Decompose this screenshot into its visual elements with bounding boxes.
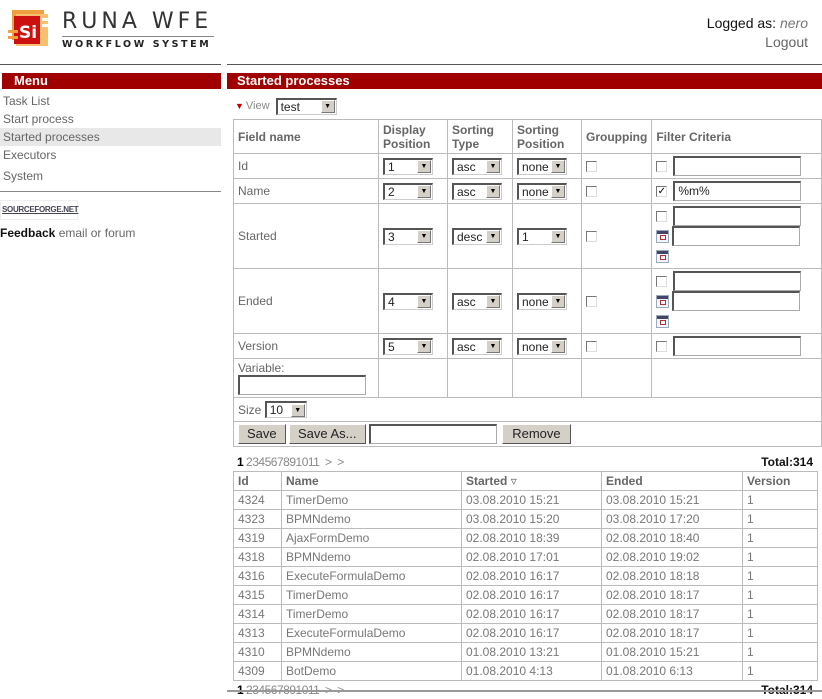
save-as-button[interactable]: Save As...: [289, 424, 366, 444]
settings-row-variable: [234, 359, 822, 398]
logout-link[interactable]: Logout: [765, 34, 808, 50]
save-button[interactable]: Save: [238, 424, 286, 444]
date-from-input[interactable]: [672, 226, 800, 246]
page-link[interactable]: 8: [283, 455, 290, 469]
sidebar-item-task-list[interactable]: Task List: [3, 94, 50, 108]
table-row[interactable]: 4310 BPMNdemo 01.08.2010 13:21 01.08.2010 15:21 1: [234, 643, 818, 662]
col-id[interactable]: Id: [234, 472, 282, 491]
sorting-type-select[interactable]: asc ▼: [452, 338, 502, 355]
calendar-icon[interactable]: [656, 315, 669, 328]
sorting-type-select[interactable]: desc ▼: [452, 228, 502, 245]
user-box: [707, 14, 808, 52]
pagination: [237, 455, 344, 469]
col-sorting-type: Sorting Type: [448, 120, 513, 154]
groupping-checkbox[interactable]: [586, 296, 597, 307]
table-row[interactable]: 4324 TimerDemo 03.08.2010 15:21 03.08.2010 15:21 1: [234, 491, 818, 510]
feedback-line: [0, 226, 221, 240]
field-name: Started: [234, 204, 379, 269]
settings-row-actions: [234, 422, 822, 447]
page-link[interactable]: 2: [246, 455, 253, 469]
field-name: Version: [234, 334, 379, 359]
last-page-link[interactable]: >: [337, 455, 344, 469]
variable-input[interactable]: [238, 375, 366, 395]
sidebar-item-started-processes[interactable]: Started processes: [0, 128, 221, 146]
dropdown-arrow-icon: ▼: [486, 160, 500, 173]
sidebar: [0, 73, 221, 240]
svg-text:Si: Si: [19, 23, 38, 43]
page-title: Started processes: [227, 73, 822, 89]
col-groupping: Groupping: [582, 120, 652, 154]
filter-input[interactable]: %m%: [673, 181, 801, 201]
groupping-checkbox[interactable]: [586, 161, 597, 172]
filter-checkbox-checked[interactable]: ✓: [657, 185, 667, 197]
size-select[interactable]: 10 ▼: [265, 401, 307, 418]
dropdown-arrow-icon: ▼: [291, 404, 305, 417]
col-field-name: Field name: [234, 120, 379, 154]
collapse-triangle-icon[interactable]: ▼: [235, 101, 244, 111]
table-row[interactable]: 4316 ExecuteFormulaDemo 02.08.2010 16:17 02.08.2010 18:18 1: [234, 567, 818, 586]
size-label: Size: [238, 403, 262, 417]
logo: [8, 8, 218, 50]
sorting-position-select[interactable]: none ▼: [517, 183, 567, 200]
col-filter-criteria: Filter Criteria: [652, 120, 822, 154]
sorting-position-select[interactable]: none ▼: [517, 338, 567, 355]
page-link[interactable]: 6: [270, 455, 277, 469]
logo-divider: [62, 36, 214, 37]
dropdown-arrow-icon: ▼: [486, 230, 500, 243]
col-display-position: Display Position: [379, 120, 448, 154]
dropdown-arrow-icon: ▼: [417, 185, 431, 198]
view-label: View: [245, 100, 270, 112]
next-page-link[interactable]: >: [325, 455, 332, 469]
forum-link[interactable]: forum: [104, 226, 136, 240]
view-selector-row: [227, 95, 822, 117]
sorting-position-select[interactable]: none ▼: [517, 158, 567, 175]
page-link[interactable]: 7: [276, 455, 284, 469]
remove-button[interactable]: Remove: [502, 424, 570, 444]
sidebar-item-system[interactable]: System: [3, 169, 44, 183]
table-row[interactable]: 4323 BPMNdemo 03.08.2010 15:20 03.08.2010 17:20 1: [234, 510, 818, 529]
sidebar-item-executors[interactable]: Executors: [3, 148, 57, 162]
page-link[interactable]: 4: [258, 455, 265, 469]
view-select[interactable]: test ▼: [276, 98, 337, 115]
view-settings-table: [233, 119, 822, 447]
table-row[interactable]: 4314 TimerDemo 02.08.2010 16:17 02.08.2010 18:17 1: [234, 605, 818, 624]
dropdown-arrow-icon: ▼: [486, 185, 500, 198]
display-position-select[interactable]: 1 ▼: [383, 158, 433, 175]
save-as-name-input[interactable]: [369, 424, 497, 444]
sorting-type-select[interactable]: asc ▼: [452, 293, 502, 310]
col-started[interactable]: Started ▿: [462, 472, 602, 491]
groupping-checkbox[interactable]: [586, 341, 597, 352]
footer-divider: [227, 690, 822, 692]
settings-row-id: [234, 154, 822, 179]
table-row[interactable]: 4315 TimerDemo 02.08.2010 16:17 02.08.2010 18:17 1: [234, 586, 818, 605]
dropdown-arrow-icon: ▼: [551, 230, 565, 243]
processes-table: [233, 471, 818, 681]
header-divider-right: [227, 64, 822, 65]
sorting-position-select[interactable]: 1 ▼: [517, 228, 567, 245]
settings-row-started: [234, 204, 822, 269]
dropdown-arrow-icon: ▼: [551, 295, 565, 308]
sorting-type-select[interactable]: asc ▼: [452, 183, 502, 200]
dropdown-arrow-icon: ▼: [417, 295, 431, 308]
dropdown-arrow-icon: ▼: [486, 295, 500, 308]
sorting-type-select[interactable]: asc ▼: [452, 158, 502, 175]
dropdown-arrow-icon: ▼: [551, 185, 565, 198]
page-current: 1: [237, 455, 244, 469]
dropdown-arrow-icon: ▼: [321, 100, 335, 113]
groupping-checkbox[interactable]: [586, 186, 597, 197]
field-name: Name: [234, 179, 379, 204]
sorting-position-select[interactable]: none ▼: [517, 293, 567, 310]
logged-as-label: Logged as:: [706, 15, 777, 31]
display-position-select[interactable]: 3 ▼: [383, 228, 433, 245]
field-name: Id: [234, 154, 379, 179]
date-from-input[interactable]: [672, 291, 800, 311]
total-count: Total:314: [761, 455, 813, 469]
field-name: Ended: [234, 269, 379, 334]
filter-checkbox[interactable]: [656, 276, 667, 287]
sidebar-item-start-process[interactable]: Start process: [3, 112, 74, 126]
dropdown-arrow-icon: ▼: [486, 340, 500, 353]
logo-title: RUNA WFE: [62, 9, 213, 34]
col-name[interactable]: Name: [282, 472, 462, 491]
calendar-icon[interactable]: [656, 230, 669, 243]
main-content: [227, 73, 822, 699]
email-link[interactable]: email: [58, 226, 88, 240]
dropdown-arrow-icon: ▼: [417, 160, 431, 173]
table-header: [234, 472, 818, 491]
display-position-select[interactable]: 2 ▼: [383, 183, 433, 200]
dropdown-arrow-icon: ▼: [417, 230, 431, 243]
page-link[interactable]: 5: [264, 455, 271, 469]
sourceforge-badge[interactable]: SOURCEFORGE.NET: [0, 200, 78, 220]
filter-checkbox[interactable]: [656, 161, 667, 172]
table-row[interactable]: 4309 BotDemo 01.08.2010 4:13 01.08.2010 6:13 1: [234, 662, 818, 681]
settings-row-size: [234, 398, 822, 422]
username: nero: [779, 15, 808, 31]
logo-subtitle: WORKFLOW SYSTEM: [62, 39, 212, 50]
table-row[interactable]: 4319 AjaxFormDemo 02.08.2010 18:39 02.08.2010 18:40 1: [234, 529, 818, 548]
display-position-select[interactable]: 4 ▼: [383, 293, 433, 310]
calendar-icon[interactable]: [656, 295, 669, 308]
filter-checkbox[interactable]: [656, 211, 667, 222]
settings-row-ended: [234, 269, 822, 334]
dropdown-arrow-icon: ▼: [551, 160, 565, 173]
variable-label: Variable:: [238, 361, 285, 375]
table-row[interactable]: 4313 ExecuteFormulaDemo 02.08.2010 16:17 02.08.2010 18:17 1: [234, 624, 818, 643]
dropdown-arrow-icon: ▼: [551, 340, 565, 353]
or-text: or: [90, 226, 102, 240]
groupping-checkbox[interactable]: [586, 231, 597, 242]
sort-desc-icon: ▿: [510, 474, 517, 488]
col-sorting-position: Sorting Position: [513, 120, 582, 154]
pager-top: [237, 453, 813, 471]
feedback-label: Feedback: [0, 226, 56, 240]
header-divider-left: [0, 64, 221, 65]
filter-input[interactable]: [673, 271, 801, 291]
col-ended[interactable]: Ended: [602, 472, 743, 491]
page-link[interactable]: 3: [252, 455, 259, 469]
calendar-icon[interactable]: [656, 250, 669, 263]
dropdown-arrow-icon: ▼: [417, 340, 431, 353]
table-row[interactable]: 4318 BPMNdemo 02.08.2010 17:01 02.08.2010 19:02 1: [234, 548, 818, 567]
sidebar-divider: [0, 191, 221, 192]
filter-checkbox[interactable]: [656, 341, 667, 352]
menu-title: Menu: [2, 73, 221, 89]
settings-row-version: [234, 334, 822, 359]
settings-row-name: [234, 179, 822, 204]
filter-input[interactable]: [673, 336, 801, 356]
filter-input[interactable]: [673, 206, 801, 226]
page-link[interactable]: 10: [295, 455, 308, 469]
filter-input[interactable]: [673, 156, 801, 176]
col-version[interactable]: Version: [743, 472, 818, 491]
display-position-select[interactable]: 5 ▼: [383, 338, 433, 355]
page-link[interactable]: 9: [289, 455, 296, 469]
page-link[interactable]: 11: [307, 455, 320, 469]
runa-logo-icon: [8, 8, 52, 50]
